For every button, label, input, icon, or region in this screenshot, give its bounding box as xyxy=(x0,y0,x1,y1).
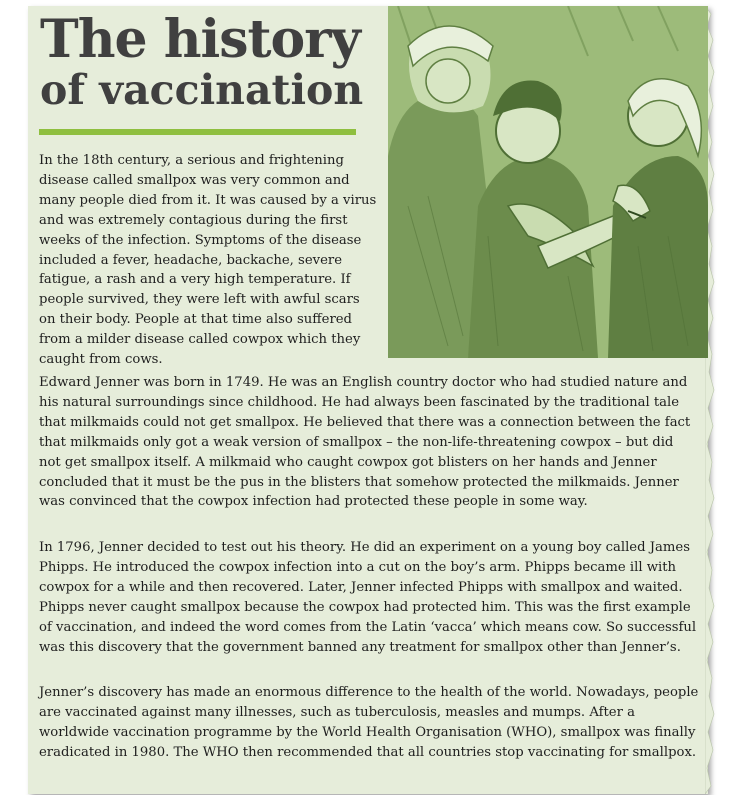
title-line-1: The history xyxy=(40,9,360,70)
title-line-2: of vaccination xyxy=(40,66,364,114)
vaccination-scene-illustration xyxy=(388,6,708,358)
paragraph-jenner: Edward Jenner was born in 1749. He was an English country doctor who had studied nature and his natural surroundings since childhood. He had always been fascinated by the traditional tale that milkmaids could not get smallpox. He believed that there was a connection between the fact that milkmaids only got a weak version of smallpox – the non-life-threatening cowpox – but did not get smallpox itself. A milkmaid who caught cowpox got blisters on her hands and Jenner concluded that it must be the pus in the blisters that somehow protected the milkmaids. Jenner was convinced that the cowpox infection had protected these people in some way. xyxy=(39,375,691,510)
article-title xyxy=(40,9,380,114)
title-underline xyxy=(39,129,356,135)
paragraph-intro: In the 18th century, a serious and frightening disease called smallpox was very common and many people died from it. It was caused by a virus and was extremely contagious during the first weeks of the infection. Symptoms of the disease included a fever, headache, backache, severe fatigue, a rash and a very high temperature. If people survived, they were left with awful scars on their body. People at that time also suffered from a milder disease called cowpox which they caught from cows. xyxy=(39,153,377,368)
paragraph-legacy: Jenner’s discovery has made an enormous difference to the health of the world. Nowadays, people are vaccinated against many illnesses, such as tuberculosis, measles and mumps. After a worldwide vaccination programme by the World Health Organisation (WHO), smallpox was finally eradicated in 1980. The WHO then recommended that all countries stop vaccinating for smallpox. xyxy=(39,685,699,760)
paragraph-experiment: In 1796, Jenner decided to test out his theory. He did an experiment on a young boy called James Phipps. He introduced the cowpox infection into a cut on the boy’s arm. Phipps became ill with cowpox for a while and then recovered. Later, Jenner infected Phipps with smallpox and waited. Phipps never caught smallpox because the cowpox had protected him. This was the first example of vaccination, and indeed the word comes from the Latin ‘vacca’ which means cow. So successful was this discovery that the government banned any treatment for smallpox other than Jenner’s. xyxy=(39,540,697,655)
